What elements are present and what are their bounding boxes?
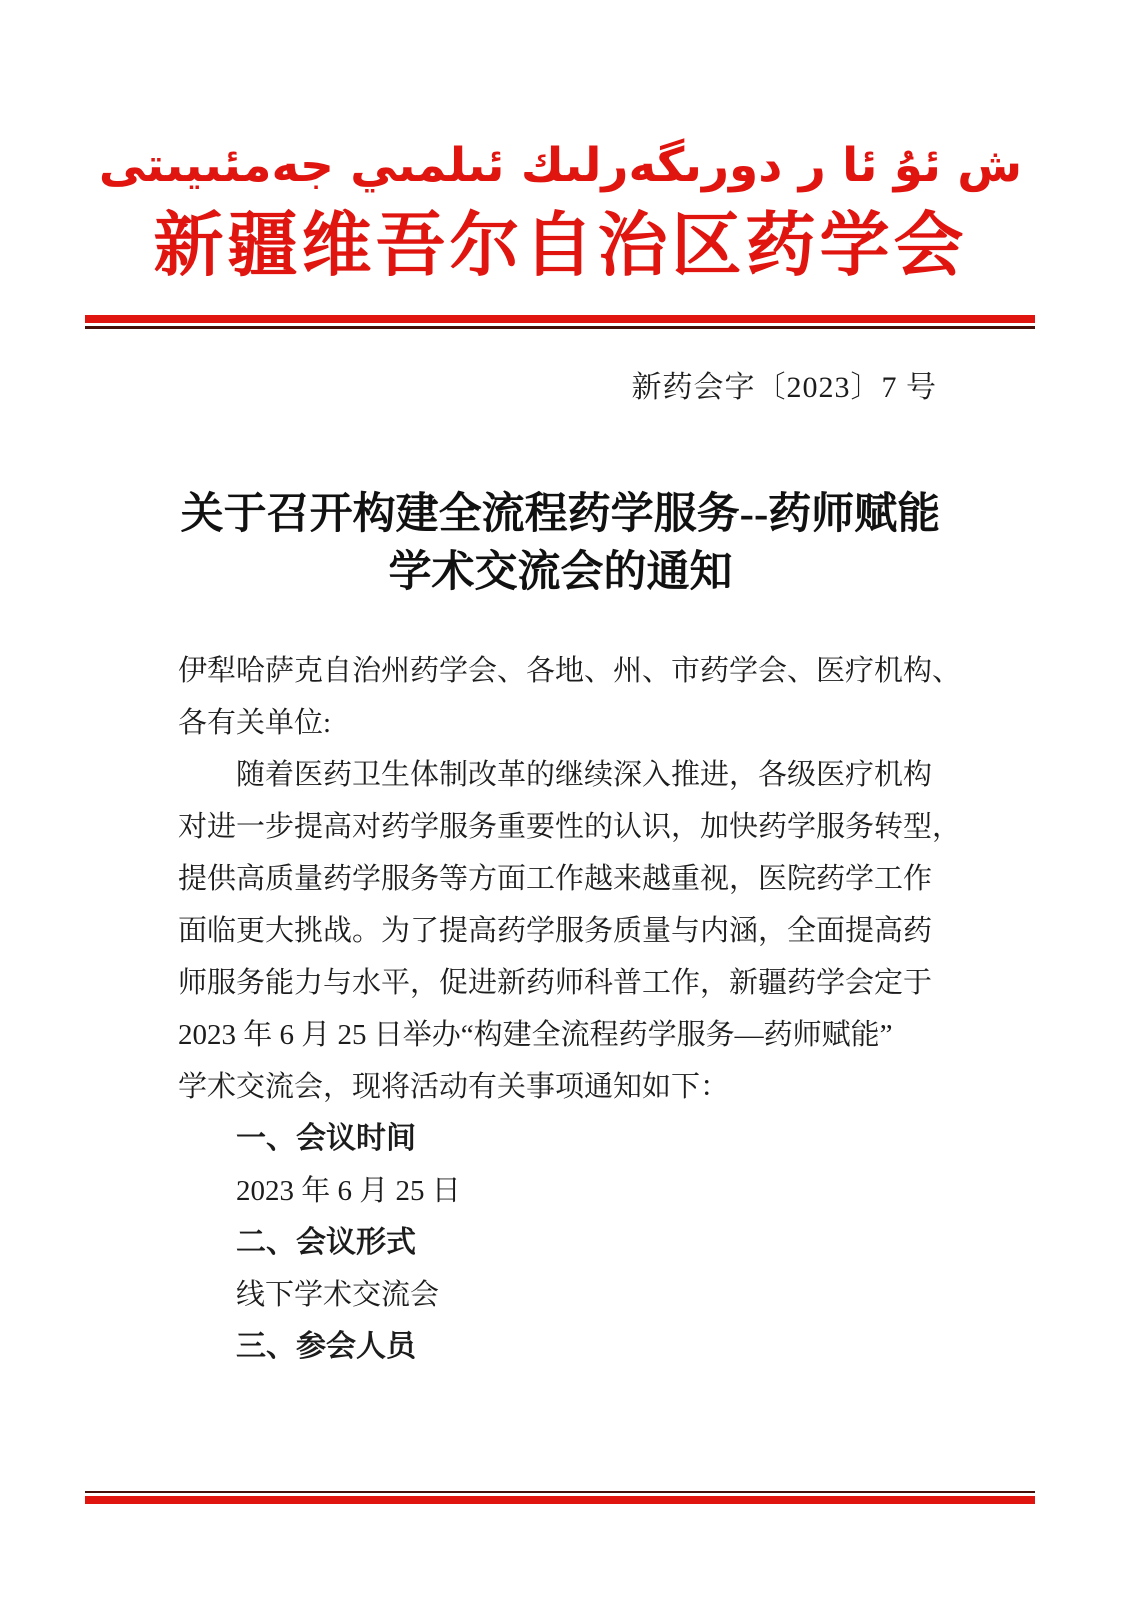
paragraph-line: 2023 年 6 月 25 日举办“构建全流程药学服务—药师赋能” xyxy=(178,1019,893,1051)
paragraph-line: 学术交流会，现将活动有关事项通知如下： xyxy=(178,1071,730,1103)
section-heading-participants: 三、参会人员 xyxy=(236,1330,416,1363)
salutation-line: 各有关单位: xyxy=(178,707,332,739)
paragraph-line: 对进一步提高对药学服务重要性的认识，加快药学服务转型， xyxy=(178,811,962,843)
footer-divider xyxy=(85,1491,1035,1504)
section-content-meeting-time: 2023 年 6 月 25 日 xyxy=(236,1175,461,1207)
notice-body xyxy=(178,645,968,1373)
notice-title xyxy=(0,486,1121,602)
letterhead-uyghur-title: ش ئۇ ئا ر دورىگەرلىك ئىلمىي جەمئىيىتى xyxy=(98,138,1023,193)
letterhead-org-name: 新疆维吾尔自治区药学会 xyxy=(153,208,968,285)
doc-number: 新药会字〔2023〕7 号 xyxy=(631,371,937,404)
red-rule xyxy=(85,315,1035,323)
notice-title-line2: 学术交流会的通知 xyxy=(388,549,733,596)
red-rule xyxy=(85,1496,1035,1504)
paragraph-line: 面临更大挑战。为了提高药学服务质量与内涵，全面提高药 xyxy=(178,915,933,947)
letterhead-divider xyxy=(85,315,1035,329)
section-heading-meeting-time: 一、会议时间 xyxy=(236,1122,416,1155)
salutation-line: 伊犁哈萨克自治州药学会、各地、州、市药学会、医疗机构、 xyxy=(178,655,962,687)
section-content-meeting-format: 线下学术交流会 xyxy=(236,1279,440,1311)
notice-title-line1: 关于召开构建全流程药学服务--药师赋能 xyxy=(180,491,941,538)
paragraph-line: 提供高质量药学服务等方面工作越来越重视，医院药学工作 xyxy=(178,863,933,895)
dark-rule xyxy=(85,1491,1035,1493)
paragraph-line: 师服务能力与水平，促进新药师科普工作，新疆药学会定于 xyxy=(178,967,933,999)
dark-rule xyxy=(85,326,1035,329)
paragraph-line: 随着医药卫生体制改革的继续深入推进，各级医疗机构 xyxy=(236,759,933,791)
section-heading-meeting-format: 二、会议形式 xyxy=(236,1226,416,1259)
